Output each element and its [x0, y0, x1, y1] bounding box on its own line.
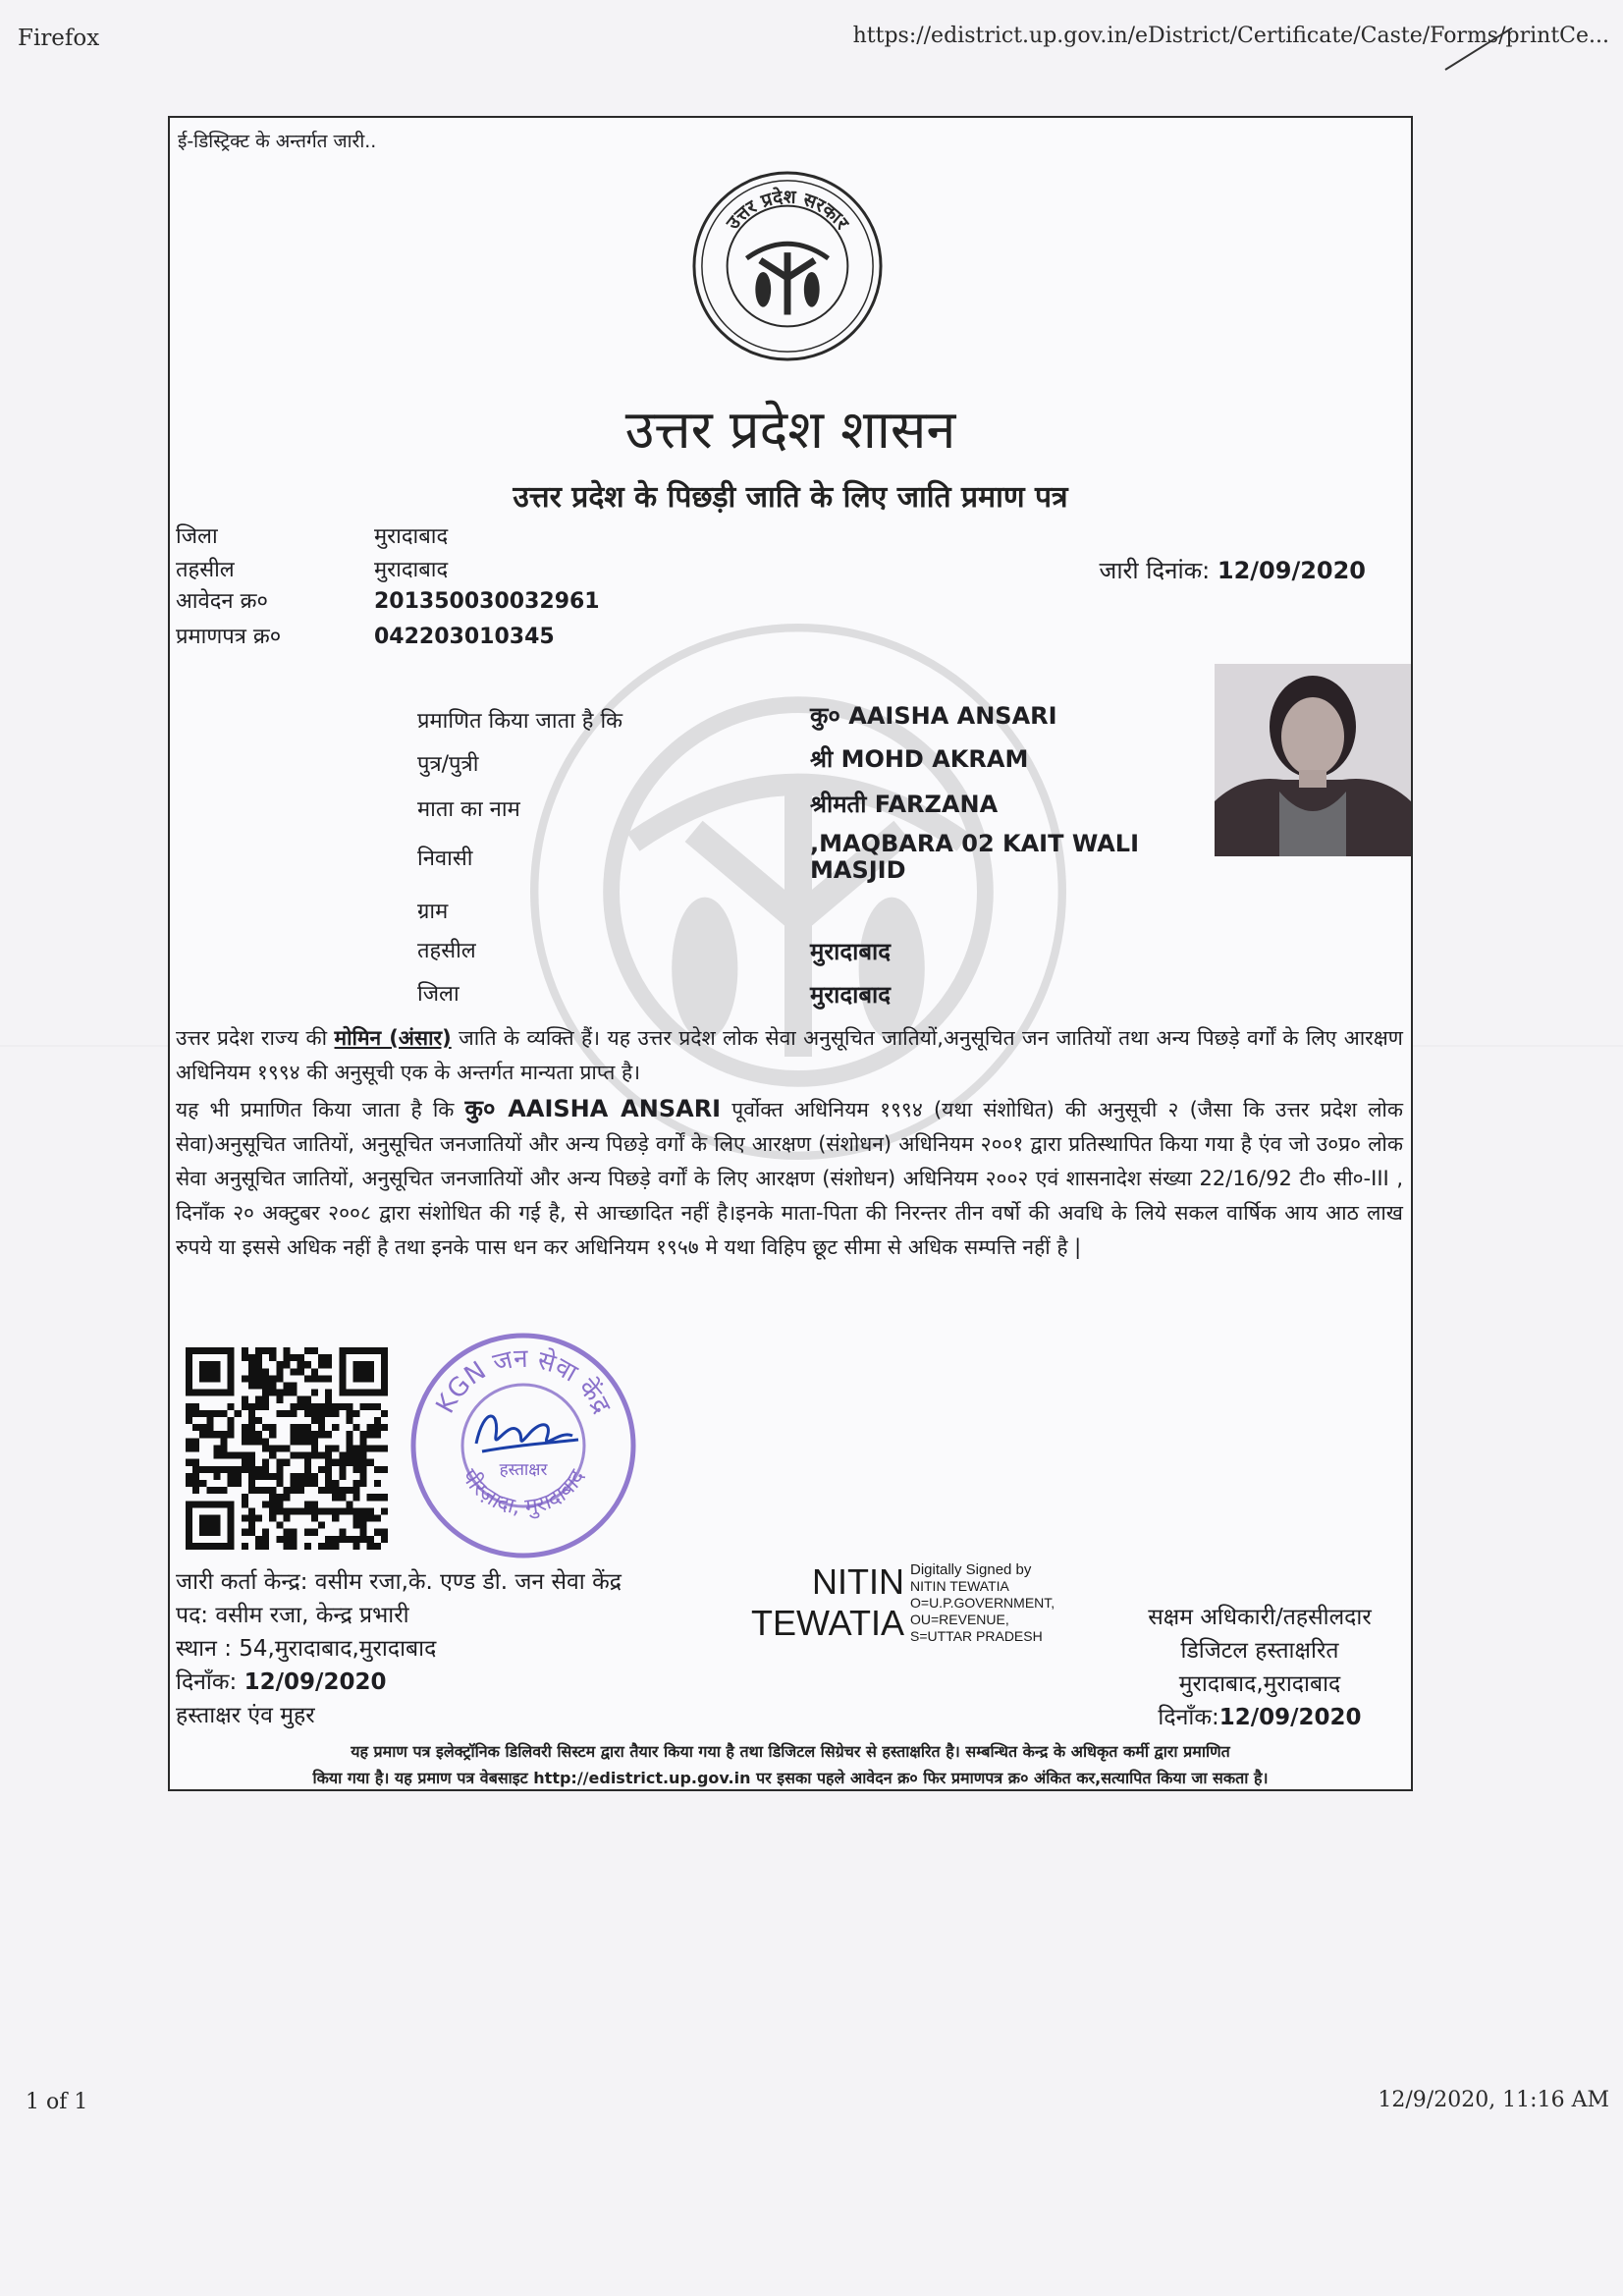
issue-date [1100, 554, 1366, 586]
certificate-title: उत्तर प्रदेश शासन [624, 399, 956, 461]
para2-text: यह भी प्रमाणित किया जाता है कि [176, 1098, 465, 1121]
para2-text: पूर्वोक्त अधिनियम १९९४ (यथा संशोधित) की अनुसूची २ (जैसा कि उत्तर प्रदेश लोक सेवा)अनुसूचित जातियों, अनुसूचित जनजातियों और अन्य पिछड़े वर्गों के लिए आरक्षण (संशोधन) अधिनियम २००१ द्वारा प्रतिस्थापित किया गया है एंव जो उ०प्र० लोक सेवा अनुसूचित जातियों, अनुसूचित जनजातियों और अन्य पिछड़े वर्गों के लिए आरक्षण (संशोधन) अधिनियम २००२ एवं शासनादेश संख्या 22/16/92 टी० सी०-III , दिनाँक २० अक्टुबर २००८ द्वारा संशोधित की गई है, से आच्छादित नहीं है।इनके माता-पिता की निरन्तर तीन वर्षो की अवधि के लिये सकल वार्षिक आय आठ लाख रुपये या इससे अधिक नहीं है तथा इनके पास धन कर अधिनियम १९५७ मे यथा विहिप छूट सीमा से अधिक सम्पत्ति नहीं है | [176, 1098, 1403, 1259]
caste-name: मोमिन (अंसार) [334, 1026, 452, 1050]
digital-signature-name [728, 1561, 904, 1644]
page-count: 1 of 1 [26, 2090, 88, 2114]
officer-sign-status: डिजिटल हस्ताक्षरित [1180, 1638, 1339, 1664]
mother-name: श्रीमती FARZANA [810, 791, 999, 818]
verification-note-line: यह प्रमाण पत्र इलेक्ट्रॉनिक डिलिवरी सिस्टम द्वारा तैयार किया गया है तथा डिजिटल सिग्रेचर से हस्ताक्षरित है। सम्बन्धित केन्द्र के अधिकृत कर्मी द्वारा प्रमाणित [351, 1742, 1230, 1761]
para1-text: जाति के व्यक्ति हैं। यह उत्तर प्रदेश लोक सेवा अनुसूचित जातियों,अनुसूचित जन जातियों तथा अन्य पिछड़े वर्गों के लिए आरक्षण अधिनियम १९९४ की अनुसूची एक के अन्तर्गत मान्यता प्राप्त है। [176, 1026, 1403, 1084]
issue-date-label: जारी दिनांक: [1099, 557, 1211, 584]
officer-title: सक्षम अधिकारी/तहसीलदार [1148, 1605, 1372, 1630]
officer-place: मुरादाबाद,मुरादाबाद [1178, 1671, 1341, 1697]
residence-address: ,MAQBARA 02 KAIT WALI MASJID [810, 830, 1140, 884]
issuer-post-value: वसीम रजा, केन्द्र प्रभारी [215, 1603, 409, 1628]
signature-detail: S=UTTAR PRADESH [910, 1628, 1043, 1644]
issuer-date-label: दिनाँक: [176, 1669, 238, 1695]
field-label: जिला [417, 982, 460, 1007]
stamp-inner-text: हस्ताक्षर [499, 1460, 548, 1480]
watermark-emblem-icon [523, 607, 1073, 1176]
issuing-center-value: वसीम रजा,के. एण्ड डी. जन सेवा केंद्र [314, 1569, 622, 1595]
browser-title: Firefox [18, 26, 100, 51]
signer-name-line: NITIN [812, 1561, 904, 1602]
field-label: पुत्र/पुत्री [417, 752, 479, 777]
qr-code [186, 1347, 388, 1550]
digital-signature-details [910, 1561, 1055, 1645]
center-stamp [406, 1328, 641, 1563]
field-label: माता का नाम [417, 797, 520, 822]
issue-note: ई-डिस्ट्रिक्ट के अन्तर्गत जारी.. [178, 131, 377, 152]
state-emblem-icon [690, 169, 885, 363]
svg-text:उत्तर प्रदेश सरकार [723, 186, 853, 235]
verification-note-line: किया गया है। यह प्रमाण पत्र वेबसाइट http://edistrict.up.gov.in पर इसका पहले आवेदन क्र० फिर प्रमाणपत्र क्र० अंकित कर,सत्यापित किया जा सकता है। [312, 1769, 1269, 1787]
meta-value: मुरादाबाद [374, 524, 449, 549]
applicant-name-inline: कु० AAISHA ANSARI [464, 1095, 722, 1122]
meta-value: मुरादाबाद [374, 558, 449, 582]
signature-detail: OU=REVENUE, [910, 1612, 1009, 1627]
issuer-place-value: 54,मुरादाबाद,मुरादाबाद [239, 1636, 437, 1662]
issuer-date-value: 12/09/2020 [243, 1669, 387, 1695]
emblem-text: उत्तर प्रदेश सरकार [723, 187, 852, 234]
signature-detail: Digitally Signed by [910, 1561, 1032, 1578]
issuing-center [176, 1567, 622, 1597]
issuing-center-label: जारी कर्ता केन्द्र: [176, 1569, 308, 1595]
district-value: मुरादाबाद [810, 981, 892, 1009]
meta-label: जिला [176, 524, 218, 549]
certificate-subtitle: उत्तर प्रदेश के पिछड़ी जाति के लिए जाति प्रमाण पत्र [513, 480, 1068, 515]
applicant-photo [1215, 664, 1411, 856]
certificate [168, 116, 1413, 1791]
field-label: प्रमाणित किया जाता है कि [417, 709, 623, 734]
issuer-sign-label: हस्ताक्षर एंव मुहर [176, 1703, 315, 1728]
meta-label: प्रमाणपत्र क्र० [176, 625, 282, 649]
issuer-place [176, 1634, 436, 1664]
application-number: 201350030032961 [374, 589, 600, 614]
meta-label: तहसील [176, 558, 235, 582]
tehsil-value: मुरादाबाद [810, 938, 892, 965]
signature-detail: NITIN TEWATIA [910, 1578, 1009, 1594]
field-label: ग्राम [417, 900, 449, 924]
meta-label: आवेदन क्र० [176, 589, 268, 614]
issuer-post [176, 1601, 409, 1630]
stamp-bottom-text: पीरज़ादा, मुरादाबाद [456, 1465, 591, 1520]
print-timestamp: 12/9/2020, 11:16 AM [1378, 2088, 1609, 2112]
handwritten-signature [476, 1416, 578, 1451]
field-label: तहसील [417, 939, 476, 963]
officer-date [1112, 1703, 1407, 1732]
issuer-post-label: पद: [176, 1603, 209, 1628]
verification-note [180, 1738, 1401, 1791]
para1-text: उत्तर प्रदेश राज्य की [176, 1026, 335, 1050]
field-label: निवासी [417, 847, 473, 871]
officer-date-label: दिनाँक: [1158, 1705, 1219, 1730]
signer-name-line: TEWATIA [751, 1603, 904, 1643]
father-name: श्री MOHD AKRAM [810, 745, 1029, 773]
certification-paragraph-1 [176, 1021, 1403, 1090]
stamp-outer-text: KGN जन सेवा केंद्र [430, 1343, 617, 1419]
certificate-number: 042203010345 [374, 625, 555, 649]
page-url: https://edistrict.up.gov.in/eDistrict/Certificate/Caste/Forms/printCe... [852, 24, 1609, 48]
certification-paragraph-2 [176, 1092, 1403, 1265]
signature-detail: O=U.P.GOVERNMENT, [910, 1595, 1055, 1611]
issuer-date [176, 1667, 386, 1697]
issue-date-value: 12/09/2020 [1217, 557, 1366, 584]
officer-date-value: 12/09/2020 [1218, 1705, 1362, 1730]
applicant-name: कु० AAISHA ANSARI [810, 702, 1057, 730]
issuer-place-label: स्थान : [176, 1636, 232, 1662]
